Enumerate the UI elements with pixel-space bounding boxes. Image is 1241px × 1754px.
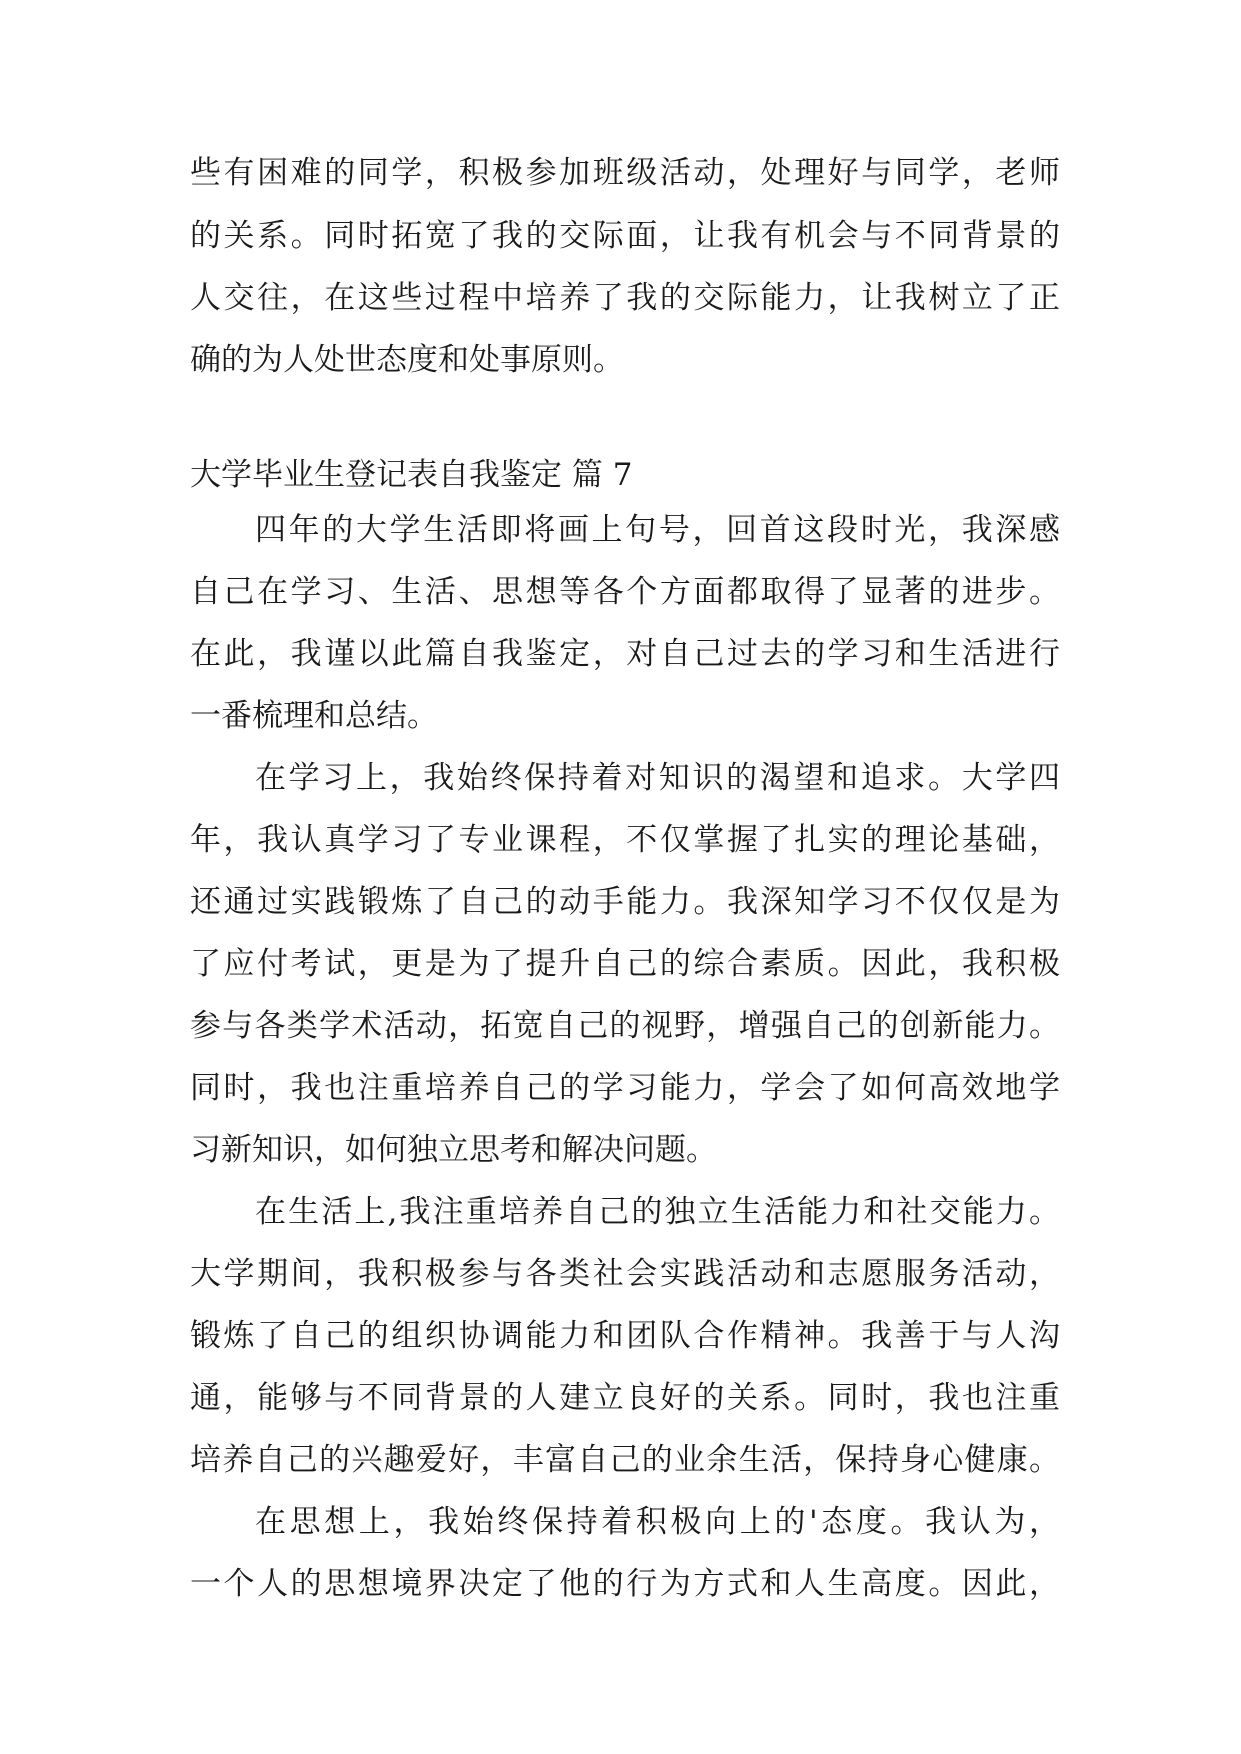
paragraph-line: 参与各类学术活动，拓宽自己的视野，增强自己的创新能力。 <box>190 1008 1060 1044</box>
paragraph-line: 四年的大学生活即将画上句号，回首这段时光，我深感 <box>255 512 1060 548</box>
paragraph-line: 在思想上，我始终保持着积极向上的'态度。我认为， <box>255 1504 1060 1540</box>
paragraph-line: 培养自己的兴趣爱好，丰富自己的业余生活，保持身心健康。 <box>190 1442 1060 1478</box>
paragraph-line: 锻炼了自己的组织协调能力和团队合作精神。我善于与人沟 <box>190 1318 1060 1354</box>
paragraph-line: 一番梳理和总结。 <box>190 698 438 734</box>
intro-line: 些有困难的同学，积极参加班级活动，处理好与同学，老师 <box>190 155 1060 191</box>
paragraph-line: 在此，我谨以此篇自我鉴定，对自己过去的学习和生活进行 <box>190 636 1060 672</box>
paragraph-line: 习新知识，如何独立思考和解决问题。 <box>190 1132 717 1168</box>
paragraph-line: 一个人的思想境界决定了他的行为方式和人生高度。因此， <box>190 1566 1060 1602</box>
paragraph-line: 在生活上,我注重培养自己的独立生活能力和社交能力。 <box>255 1194 1060 1230</box>
paragraph-line: 自己在学习、生活、思想等各个方面都取得了显著的进步。 <box>190 574 1060 610</box>
paragraph-line: 同时，我也注重培养自己的学习能力，学会了如何高效地学 <box>190 1070 1060 1106</box>
paragraph-line: 年，我认真学习了专业课程，不仅掌握了扎实的理论基础， <box>190 822 1060 858</box>
paragraph-line: 通，能够与不同背景的人建立良好的关系。同时，我也注重 <box>190 1380 1060 1416</box>
paragraph-line: 在学习上，我始终保持着对知识的渴望和追求。大学四 <box>255 760 1060 796</box>
section-title: 大学毕业生登记表自我鉴定 篇 7 <box>190 457 633 493</box>
intro-line: 确的为人处世态度和处事原则。 <box>190 342 624 378</box>
paragraph-line: 大学期间，我积极参与各类社会实践活动和志愿服务活动， <box>190 1256 1060 1292</box>
intro-line: 的关系。同时拓宽了我的交际面，让我有机会与不同背景的 <box>190 218 1060 254</box>
paragraph-line: 了应付考试，更是为了提升自己的综合素质。因此，我积极 <box>190 946 1060 982</box>
paragraph-line: 还通过实践锻炼了自己的动手能力。我深知学习不仅仅是为 <box>190 884 1060 920</box>
intro-line: 人交往，在这些过程中培养了我的交际能力，让我树立了正 <box>190 280 1060 316</box>
